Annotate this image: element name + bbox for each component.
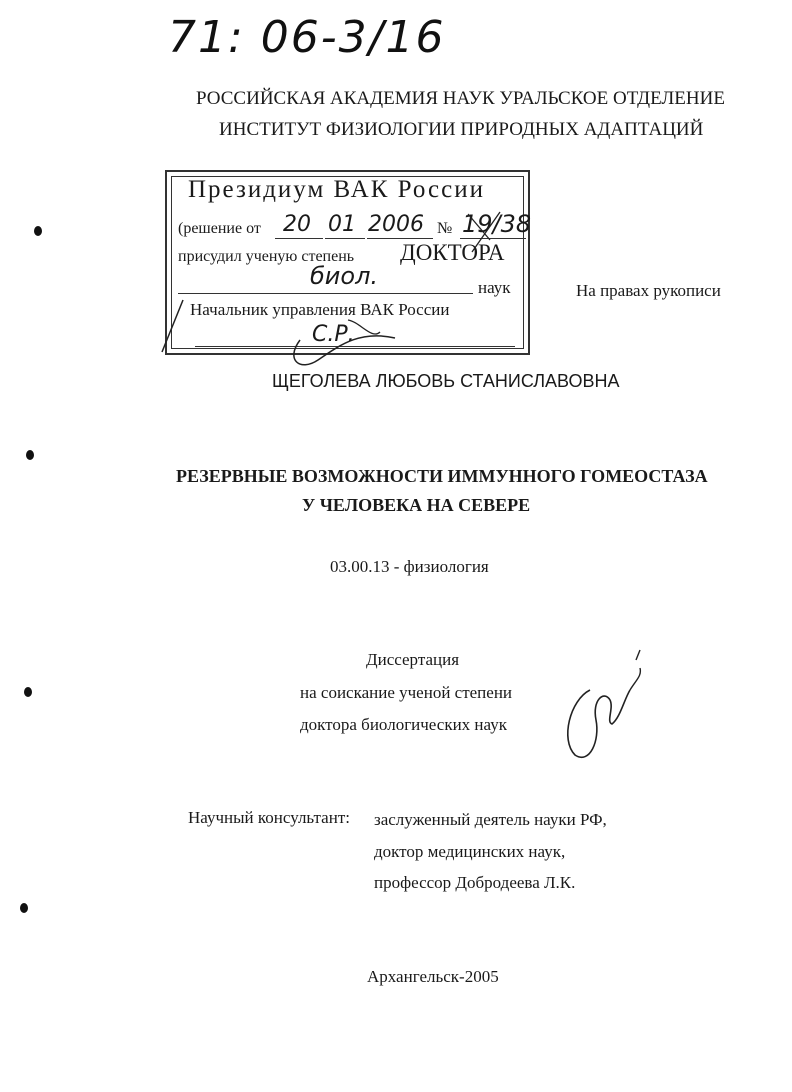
consultant-line-3: профессор Добродеева Л.К. xyxy=(374,873,576,892)
place-year: Архангельск-2005 xyxy=(367,967,499,986)
stamp-date-year: 2006 xyxy=(368,212,424,237)
header-line-2: ИНСТИТУТ ФИЗИОЛОГИИ ПРИРОДНЫХ АДАПТАЦИЙ xyxy=(219,119,704,140)
binder-hole-mark xyxy=(34,226,42,236)
consultant-label: Научный консультант: xyxy=(188,808,350,827)
header-line-1: РОССИЙСКАЯ АКАДЕМИЯ НАУК УРАЛЬСКОЕ ОТДЕЛЕНИЕ xyxy=(196,88,725,109)
stamp-decision-prefix: (решение от xyxy=(178,220,261,237)
stamp-field-handwritten: биол. xyxy=(310,262,379,290)
consultant-line-2: доктор медицинских наук, xyxy=(374,842,566,861)
stamp-chief: Начальник управления ВАК России xyxy=(190,300,450,319)
stamp-date-day: 20 xyxy=(283,212,311,237)
stamp-awarded-text: присудил ученую степень xyxy=(178,248,355,265)
dissertation-line-1: Диссертация xyxy=(366,650,460,669)
dissertation-line-2: на соискание ученой степени xyxy=(300,683,513,702)
binder-hole-mark xyxy=(26,450,34,460)
stamp-title: Президиум ВАК России xyxy=(188,176,485,203)
stamp-sciences: наук xyxy=(478,278,511,297)
manuscript-rights: На правах рукописи xyxy=(576,281,721,300)
stamp-number-sign: № xyxy=(437,220,453,237)
archive-code: 71: 06-3/16 xyxy=(168,12,446,63)
consultant-line-1: заслуженный деятель науки РФ, xyxy=(374,810,607,829)
dissertation-title-line-2: У ЧЕЛОВЕКА НА СЕВЕРЕ xyxy=(302,495,531,515)
binder-hole-mark xyxy=(20,903,28,913)
binder-hole-mark xyxy=(24,687,32,697)
author-name: ЩЕГОЛЕВА ЛЮБОВЬ СТАНИСЛАВОВНА xyxy=(272,371,620,391)
stamp-signature: С.Р. xyxy=(312,322,355,347)
dissertation-title-line-1: РЕЗЕРВНЫЕ ВОЗМОЖНОСТИ ИММУННОГО ГОМЕОСТАЗА xyxy=(176,466,708,486)
specialty: 03.00.13 - физиология xyxy=(330,557,489,576)
stamp-degree: ДОКТОРА xyxy=(400,240,505,265)
dissertation-line-3: доктора биологических наук xyxy=(300,715,507,734)
stamp-number: 19/38 xyxy=(462,210,532,238)
stamp-date-month: 01 xyxy=(328,212,356,237)
